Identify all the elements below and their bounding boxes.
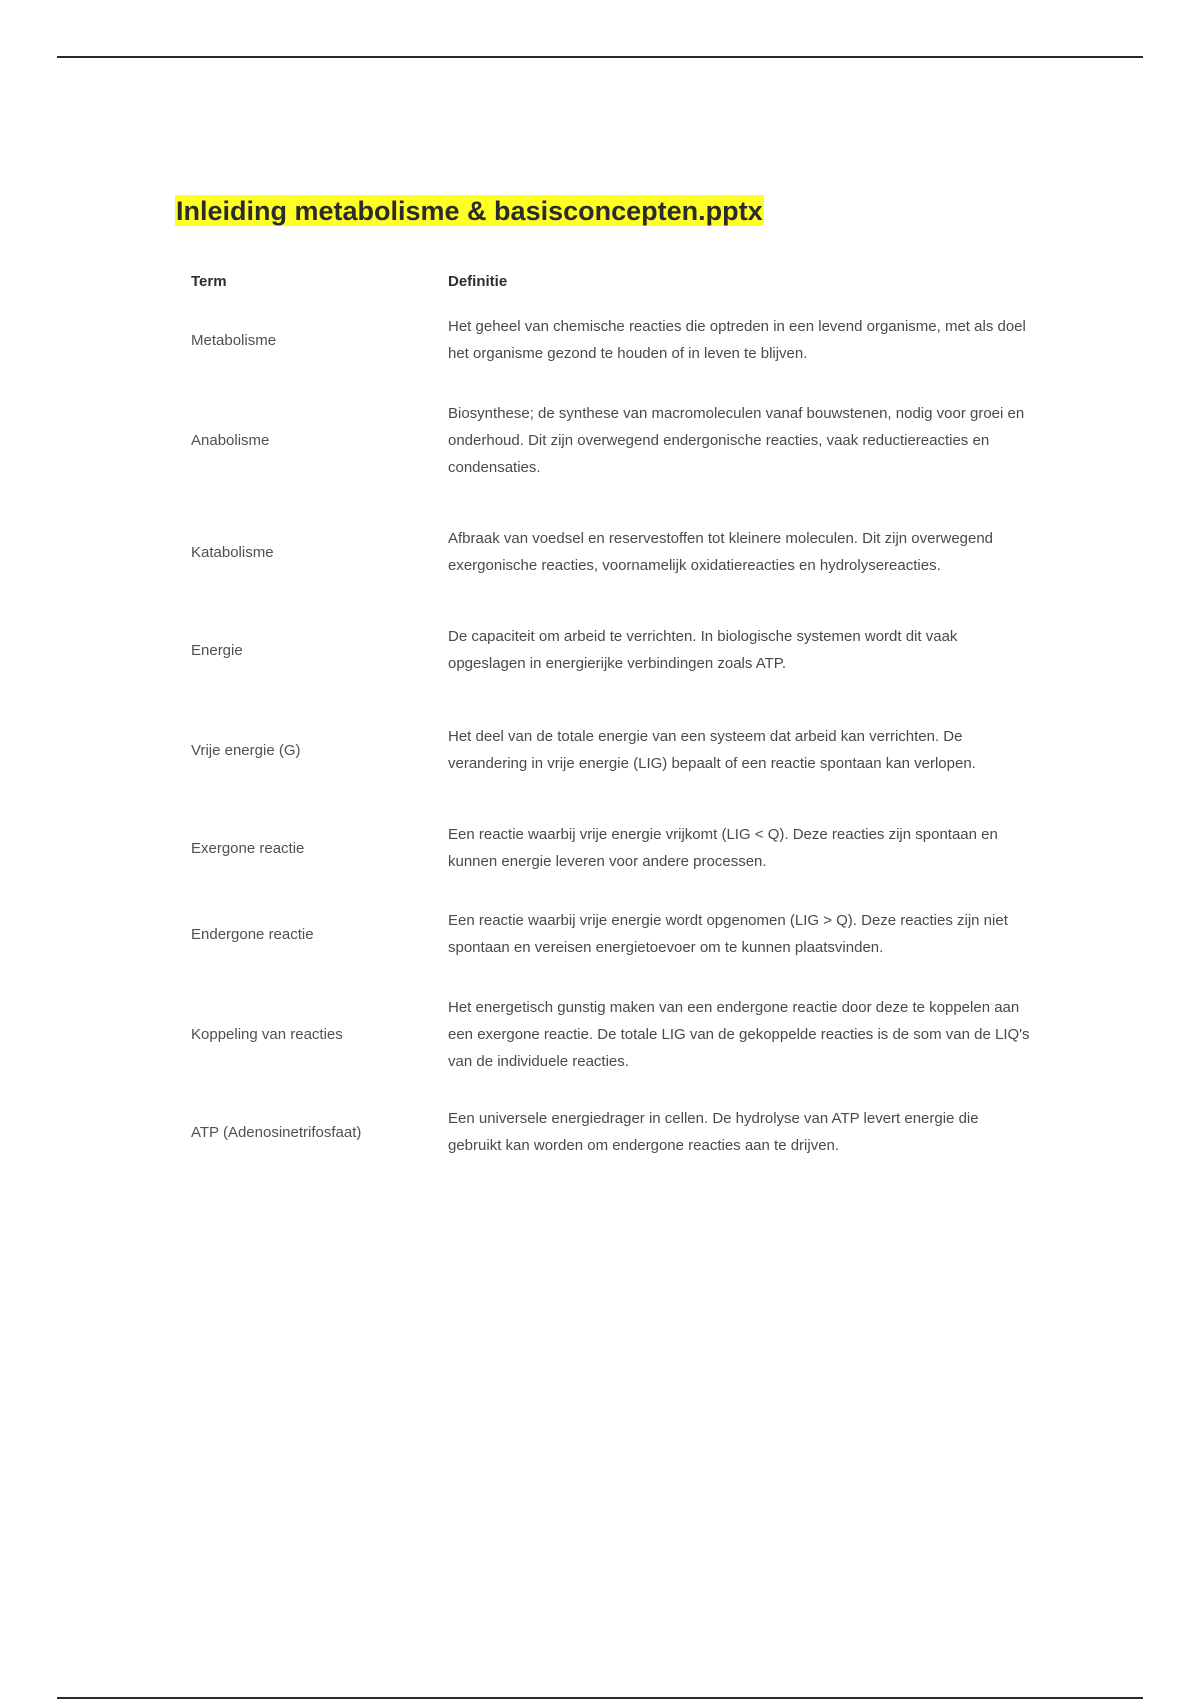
definition-cell: Afbraak van voedsel en reservestoffen tot kleinere moleculen. Dit zijn overwegend exergonische reacties, voornamelijk oxidatiereacties en hydrolysereacties. (448, 530, 994, 574)
definition-cell: Het deel van de totale energie van een systeem dat arbeid kan verrichten. De verandering in vrije energie (LIG) bepaalt of een reactie spontaan kan verlopen. (448, 728, 976, 772)
table-row (191, 708, 1031, 792)
term-cell: Katabolisme (191, 543, 274, 561)
definition-cell: Het energetisch gunstig maken van een endergone reactie door deze te koppelen aan een exergone reactie. De totale LIG van de gekoppelde reacties is de som van de LIQ's van de individuele reacties. (448, 998, 1030, 1070)
definition-cell: Een universele energiedrager in cellen. De hydrolyse van ATP levert energie die gebruikt kan worden om endergone reacties aan te drijven. (448, 1110, 979, 1154)
definition-column-header: Definitie (448, 272, 508, 290)
term-cell: Koppeling van reacties (191, 1025, 343, 1043)
definition-cell: Het geheel van chemische reacties die optreden in een levend organisme, met als doel het organisme gezond te houden of in leven te blijven. (448, 318, 1026, 362)
term-cell: Endergone reactie (191, 925, 314, 943)
table-header-row (191, 262, 1031, 300)
top-rule (57, 56, 1143, 58)
definition-cell: Een reactie waarbij vrije energie wordt opgenomen (LIG > Q). Deze reacties zijn niet spontaan en vereisen energietoevoer om te kunnen plaatsvinden. (448, 912, 1008, 956)
term-cell: Metabolisme (191, 331, 277, 349)
table-row (191, 398, 1031, 482)
table-row (191, 622, 1031, 678)
document-title (175, 192, 764, 230)
term-column-header: Term (191, 272, 227, 290)
document-title-highlight: Inleiding metabolisme & basisconcepten.pptx (176, 196, 763, 226)
term-cell: Energie (191, 641, 243, 659)
table-row (191, 992, 1031, 1076)
definitions-table (191, 262, 1031, 1190)
definition-cell: Een reactie waarbij vrije energie vrijkomt (LIG < Q). Deze reacties zijn spontaan en kunnen energie leveren voor andere processen. (448, 826, 998, 870)
table-row (191, 510, 1031, 594)
table-row (191, 820, 1031, 876)
bottom-rule (57, 1697, 1143, 1699)
definition-cell: De capaciteit om arbeid te verrichten. In biologische systemen wordt dit vaak opgeslagen in energierijke verbindingen zoals ATP. (448, 628, 958, 672)
term-cell: ATP (Adenosinetrifosfaat) (191, 1123, 362, 1141)
table-row (191, 1104, 1031, 1160)
table-row (191, 906, 1031, 962)
term-cell: Vrije energie (G) (191, 741, 301, 759)
term-cell: Anabolisme (191, 431, 270, 449)
table-row (191, 312, 1031, 368)
term-cell: Exergone reactie (191, 839, 305, 857)
definition-cell: Biosynthese; de synthese van macromoleculen vanaf bouwstenen, nodig voor groei en onderhoud. Dit zijn overwegend endergonische reacties, vaak reductiereacties en condensaties. (448, 404, 1025, 476)
